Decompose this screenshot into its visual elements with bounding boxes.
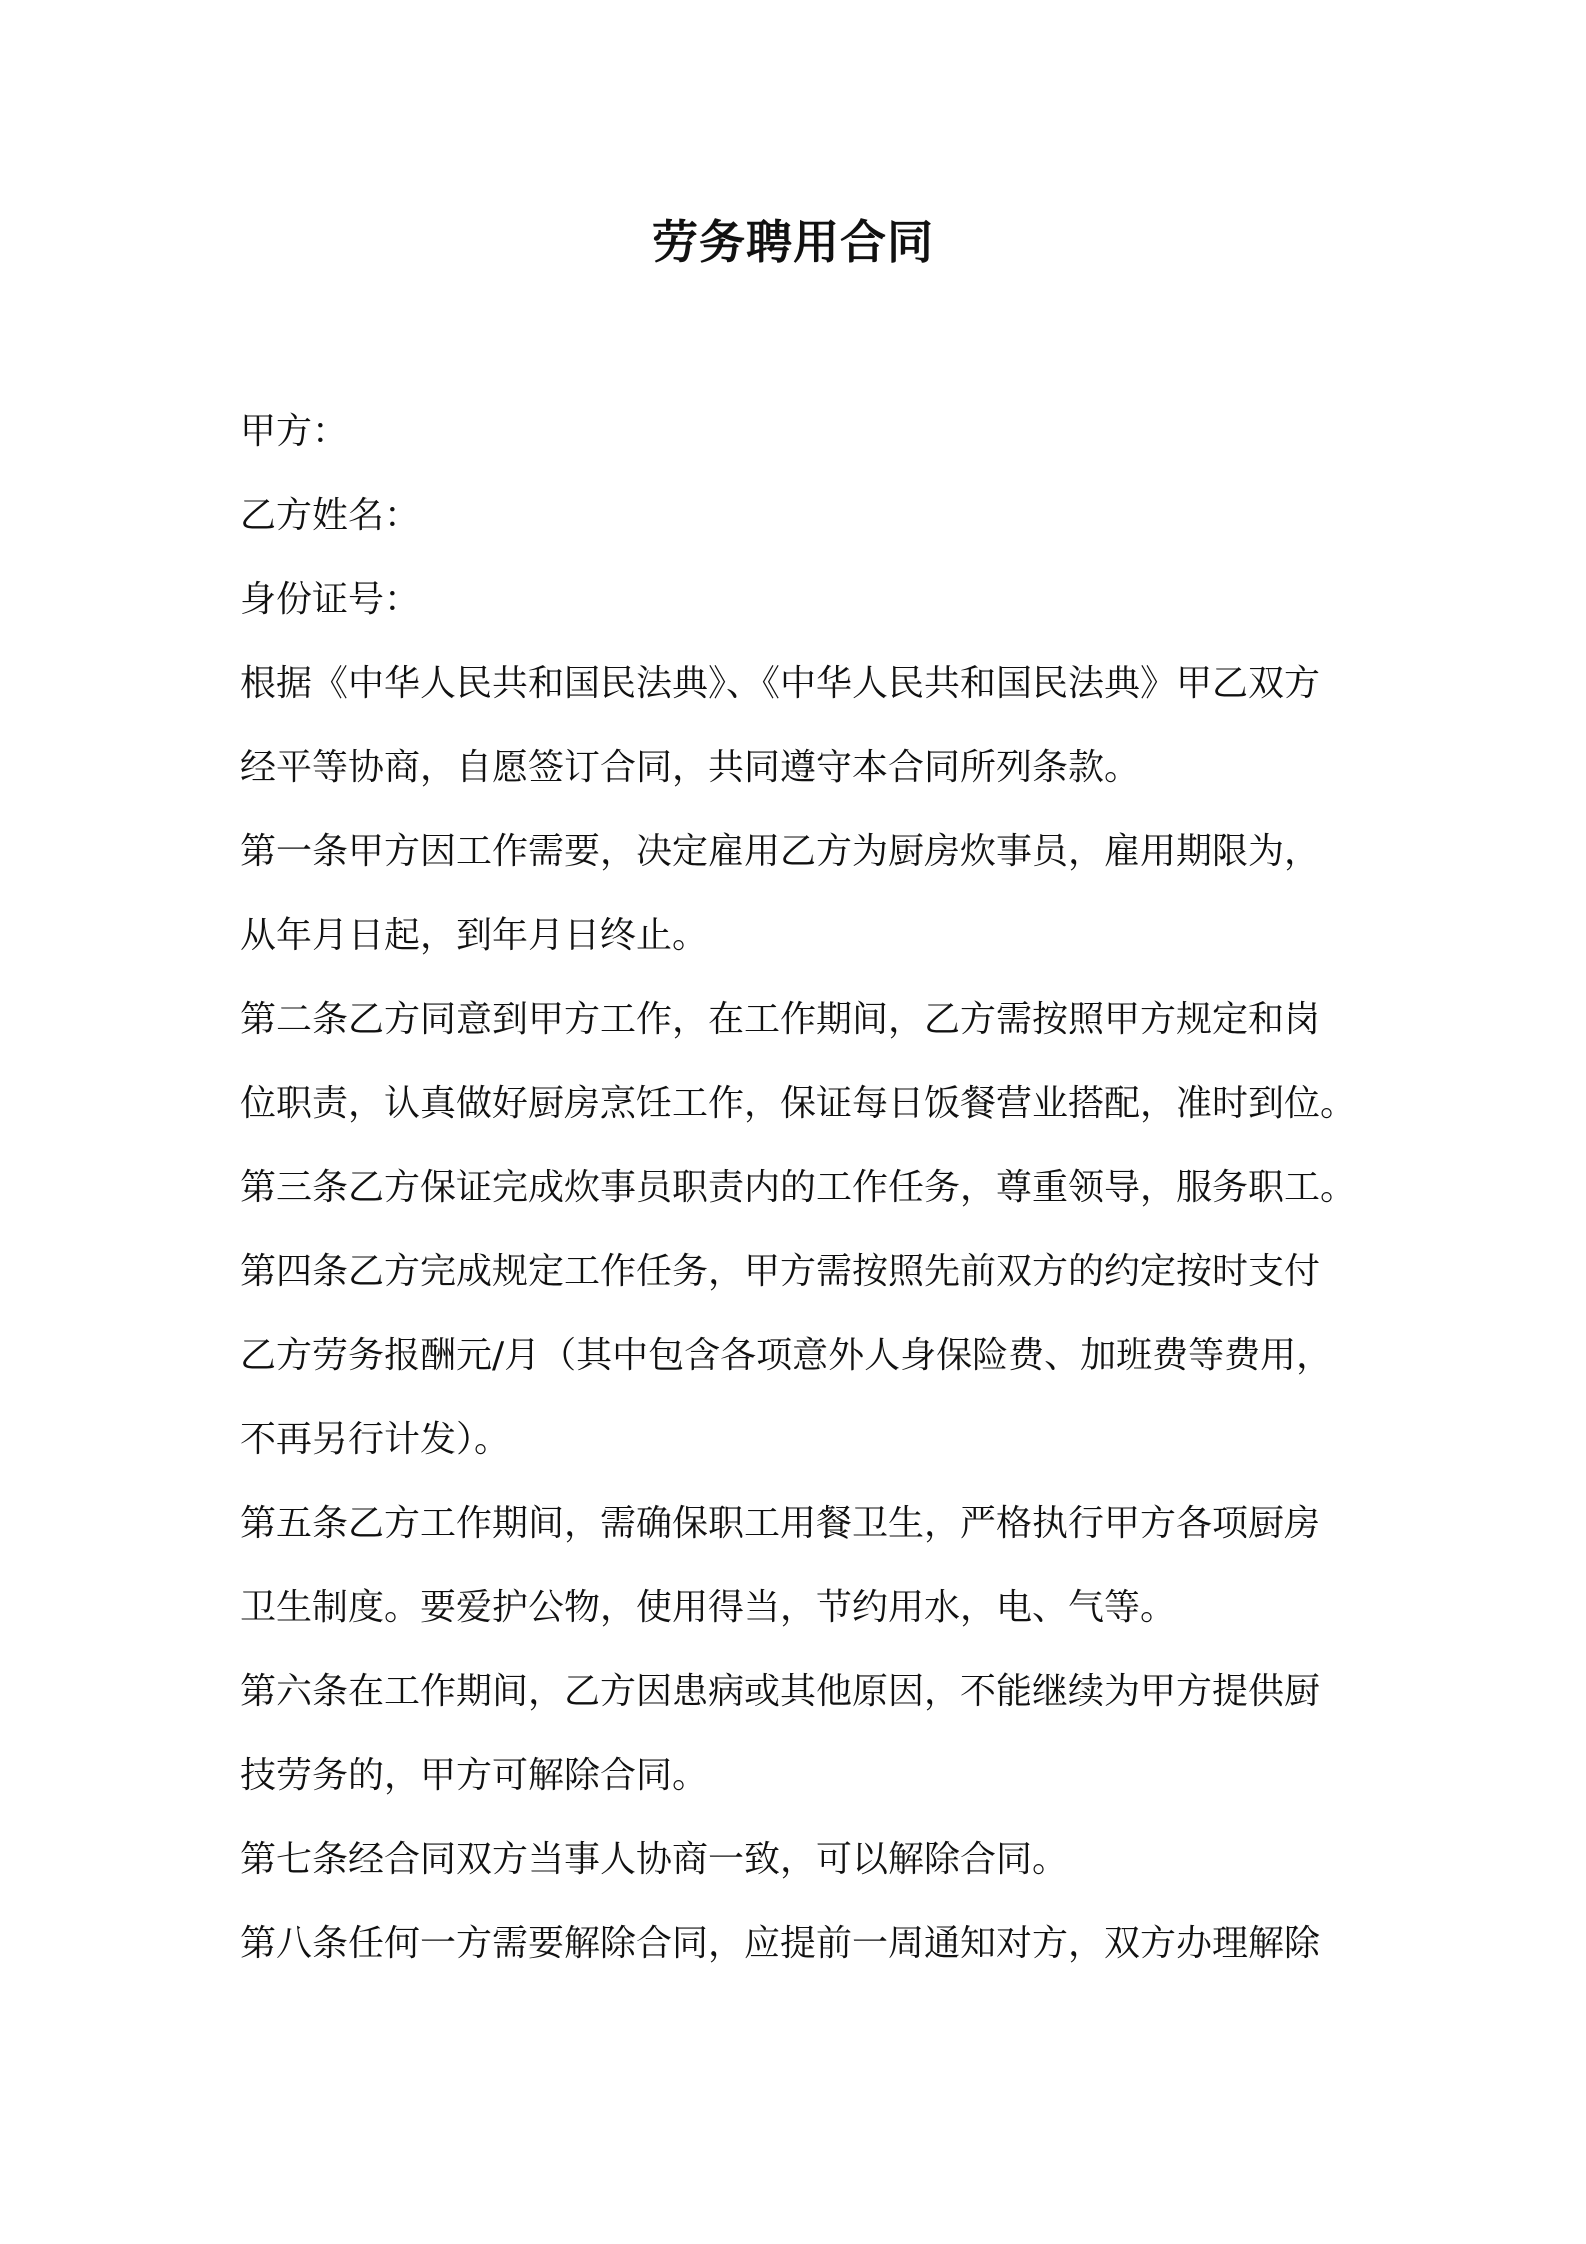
article-4-line-2: 乙方劳务报酬元/月（其中包含各项意外人身保险费、加班费等费用， — [240, 1335, 1333, 1376]
article-4-line-1: 第四条乙方完成规定工作任务，甲方需按照先前双方的约定按时支付 — [240, 1251, 1321, 1292]
article-2-line-2: 位职责，认真做好厨房烹饪工作，保证每日饭餐营业搭配，准时到位。 — [240, 1083, 1357, 1124]
article-1-line-1: 第一条甲方因工作需要，决定雇用乙方为厨房炊事员，雇用期限为， — [240, 831, 1321, 872]
article-1-line-2: 从年月日起，到年月日终止。 — [240, 915, 709, 956]
preamble-line-2: 经平等协商，自愿签订合同，共同遵守本合同所列条款。 — [240, 747, 1141, 788]
article-8-line-1: 第八条任何一方需要解除合同，应提前一周通知对方，双方办理解除 — [240, 1923, 1321, 1964]
article-2-line-1: 第二条乙方同意到甲方工作，在工作期间，乙方需按照甲方规定和岗 — [240, 999, 1321, 1040]
article-3-line-1: 第三条乙方保证完成炊事员职责内的工作任务，尊重领导，服务职工。 — [240, 1167, 1357, 1208]
party-b-name-line: 乙方姓名： — [240, 495, 421, 536]
article-5-line-2: 卫生制度。要爱护公物，使用得当，节约用水，电、气等。 — [240, 1587, 1177, 1628]
article-6-line-1: 第六条在工作期间，乙方因患病或其他原因，不能继续为甲方提供厨 — [240, 1671, 1321, 1712]
article-4-line-3: 不再另行计发）。 — [240, 1419, 511, 1460]
party-a-line: 甲方： — [240, 411, 349, 452]
article-6-line-2: 技劳务的，甲方可解除合同。 — [240, 1755, 709, 1796]
article-7-line-1: 第七条经合同双方当事人协商一致，可以解除合同。 — [240, 1839, 1069, 1880]
article-5-line-1: 第五条乙方工作期间，需确保职工用餐卫生，严格执行甲方各项厨房 — [240, 1503, 1321, 1544]
preamble-line-1: 根据《中华人民共和国民法典》、《中华人民共和国民法典》甲乙双方 — [240, 663, 1321, 704]
document-title: 劳务聘用合同 — [652, 215, 934, 269]
id-number-line: 身份证号： — [240, 579, 421, 620]
